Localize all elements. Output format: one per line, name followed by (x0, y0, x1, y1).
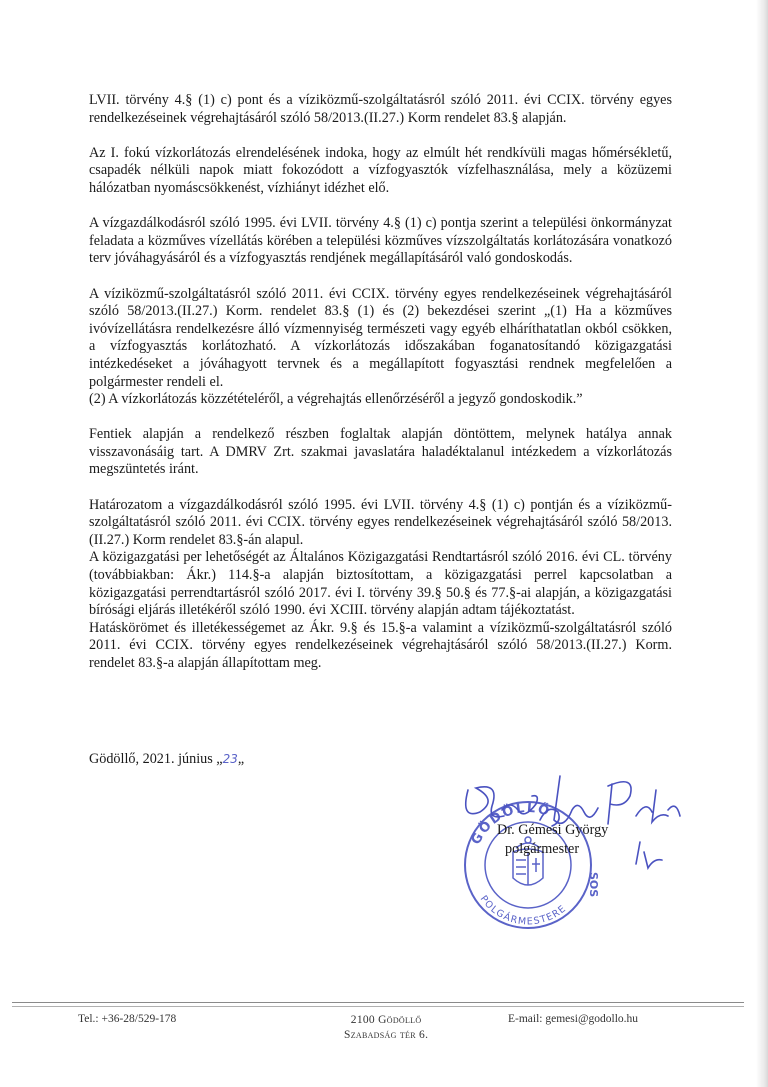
paragraph-decree-quote-1: A víziközmű-szolgáltatásról szóló 2011. évi CCIX. törvény egyes rendelkezéseinek végrehajtásáról szóló 58/2013.(II.27.) Korm. rendelet 83.§ (1) és (2) bekezdései szerint „(1) Ha a közműves ivóvízellátásra rendelkezésre álló vízmennyiség természeti vagy egyéb elháríthatatlan okból csökken, a vízfogyasztás korlátozható. A vízkorlátozás időszakában foganatosítandó közigazgatási intézkedéseket a jóváhagyott tervnek és a megállapított fogyasztási rendnek megfelelően a polgármester rendeli el. (89, 285, 672, 390)
paragraph-legal-basis: LVII. törvény 4.§ (1) c) pont és a víziközmű-szolgáltatásról szóló 2011. évi CCIX. törvény egyes rendelkezéseinek végrehajtásáról szóló 58/2013.(II.27.) Korm rendelet 83.§ alapján. (89, 92, 672, 126)
signer-name: Dr. Gémesi György (497, 822, 609, 838)
footer-phone: Tel.: +36-28/529-178 (78, 1013, 177, 1025)
document-body (89, 92, 672, 673)
date-line (89, 751, 244, 768)
paragraph-competence: Hatáskörömet és illetékességemet az Ákr. 9.§ és 15.§-a valamint a víziközmű-szolgáltatásról szóló 2011. évi CCIX. törvény egyes rendelkezéseinek végrehajtásáról szóló 58/2013.(II.27.) Korm. rendelet 83.§-a alapján állapítottam meg. (89, 619, 672, 671)
paragraph-basis: Határozatom a vízgazdálkodásról szóló 1995. évi LVII. törvény 4.§ (1) c) pontján és a víziközmű-szolgáltatásról szóló 2011. évi CCIX. törvény egyes rendelkezéseinek végrehajtásáról szóló 58/2013.(II.27.) Korm rendelet 83.§-án alapul. (89, 496, 672, 548)
paragraph-reason: Az I. fokú vízkorlátozás elrendelésének indoka, hogy az elmúlt hét rendkívüli magas hőmérsékletű, csapadék nélküli napok miatt fokozódott a vízfogyasztók vízfelhasználása, mely a közüzemi hálózatban nyomáscsökkenést, vízhiányt idézhet elő. (89, 144, 672, 196)
date-day: 23 (222, 752, 238, 766)
date-prefix: Gödöllő, 2021. június „ (89, 751, 223, 767)
footer-address-line1: 2100 Gödöllő (350, 1014, 422, 1026)
stamp-text-bottom: POLGÁRMESTERE (477, 893, 569, 928)
stamp-text-top: GÖDÖLLŐ (468, 800, 553, 848)
footer-divider-secondary (12, 1006, 744, 1007)
signature-and-stamp (440, 760, 700, 960)
footer-email: E-mail: gemesi@godollo.hu (508, 1013, 639, 1025)
signer-title: polgármester (505, 841, 580, 857)
page-edge-shadow (756, 0, 768, 1087)
paragraph-decision: Fentiek alapján a rendelkező részben foglaltak alapján döntöttem, melynek hatálya annak visszavonásáig tart. A DMRV Zrt. szakmai javaslatára haladéktalanul intézkedem a vízkorlátozás megszüntetés iránt. (89, 426, 672, 478)
paragraph-municipal-duty: A vízgazdálkodásról szóló 1995. évi LVII. törvény 4.§ (1) c) pontja szerint a települési önkormányzat feladata a közműves vízellátás körében a települési közműves vízszolgáltatás korlátozására vonatkozó terv jóváhagyásáról és a vízfogyasztás rendjének megállapításáról való gondoskodás. (89, 215, 672, 267)
stamp-side-text: SOS (587, 872, 600, 898)
footer-address (344, 1013, 428, 1043)
paragraph-appeal: A közigazgatási per lehetőségét az Általános Közigazgatási Rendtartásról szóló 2016. évi CL. törvény (továbbiakban: Ákr.) 114.§-a alapján biztosítottam, a közigazgatási perrel kapcsolatban a közigazgatási perrendtartásról szóló 2017. évi I. törvény 39.§ 50.§ és 77.§-ai alapján, a közigazgatási bírósági eljárás illetékéről szóló 1990. évi XCIII. törvény alapján adtam tájékoztatást. (89, 549, 672, 619)
date-suffix: „ (237, 751, 245, 767)
footer-address-line2: Szabadság tér 6. (344, 1029, 429, 1041)
footer-divider (12, 1002, 744, 1003)
paragraph-decree-quote-2: (2) A vízkorlátozás közzétételéről, a végrehajtás ellenőrzéséről a jegyző gondoskodik.” (89, 391, 583, 408)
